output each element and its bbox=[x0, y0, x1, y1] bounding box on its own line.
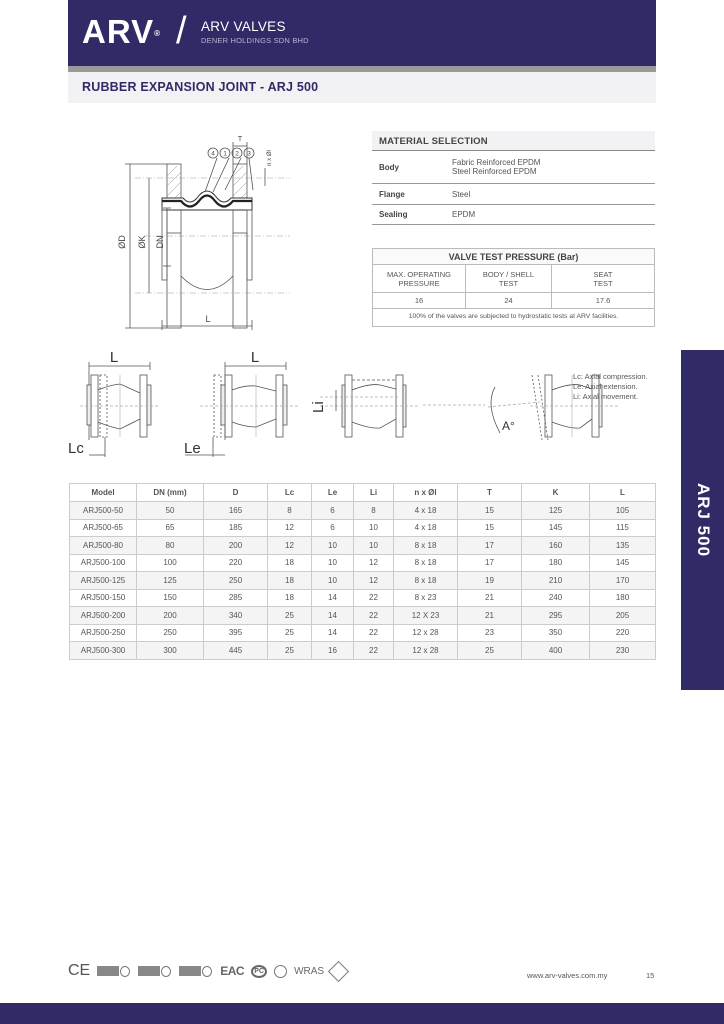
movement-diagrams bbox=[60, 345, 680, 460]
material-key: Body bbox=[379, 162, 399, 172]
ce-mark-icon: CE bbox=[68, 962, 91, 979]
table-cell: 125 bbox=[137, 572, 204, 590]
table-cell: 115 bbox=[590, 519, 656, 537]
col-d: D bbox=[204, 484, 268, 502]
col-le: Le bbox=[312, 484, 354, 502]
table-row bbox=[70, 572, 656, 590]
table-cell: 21 bbox=[458, 607, 522, 625]
table-cell: 445 bbox=[204, 642, 268, 660]
table-cell: 22 bbox=[354, 607, 394, 625]
iso-45001-icon bbox=[179, 965, 213, 977]
material-selection-table bbox=[372, 131, 655, 225]
table-cell: 10 bbox=[312, 537, 354, 555]
svg-text:ØK: ØK bbox=[137, 235, 147, 249]
table-cell: 240 bbox=[522, 589, 590, 607]
table-cell: ARJ500-80 bbox=[70, 537, 137, 555]
svg-text:L: L bbox=[109, 349, 119, 366]
table-cell: 8 x 18 bbox=[394, 554, 458, 572]
table-cell: 145 bbox=[590, 554, 656, 572]
col-k: K bbox=[522, 484, 590, 502]
table-cell: 25 bbox=[268, 624, 312, 642]
table-cell: 21 bbox=[458, 589, 522, 607]
brand-subtitle: DENER HOLDINGS SDN BHD bbox=[201, 36, 309, 45]
table-cell: 125 bbox=[522, 502, 590, 520]
material-value: Steel bbox=[452, 189, 471, 199]
table-cell: ARJ500-150 bbox=[70, 589, 137, 607]
table-cell: 18 bbox=[268, 572, 312, 590]
table-cell: 285 bbox=[204, 589, 268, 607]
iso-9001-icon bbox=[97, 965, 131, 977]
table-cell: 10 bbox=[312, 572, 354, 590]
value-max-operating: 16 bbox=[373, 293, 466, 308]
table-row bbox=[70, 589, 656, 607]
svg-text:L: L bbox=[250, 349, 260, 366]
col-t: T bbox=[458, 484, 522, 502]
header-seat: SEAT TEST bbox=[593, 269, 613, 288]
svg-text:Le: Le bbox=[184, 440, 201, 457]
svg-text:T: T bbox=[237, 136, 243, 143]
brand-name: ARV VALVES bbox=[201, 19, 286, 34]
eac-mark-icon: EAC bbox=[220, 964, 245, 978]
table-cell: 80 bbox=[137, 537, 204, 555]
test-pressure-note: 100% of the valves are subjected to hydrostatic tests at ARV facilities. bbox=[408, 313, 619, 320]
test-pressure-table bbox=[372, 248, 655, 327]
table-cell: 4 x 18 bbox=[394, 502, 458, 520]
table-cell: 350 bbox=[522, 624, 590, 642]
expansion-joint-drawing bbox=[105, 128, 310, 338]
table-cell: 400 bbox=[522, 642, 590, 660]
approval-seal-icon bbox=[274, 965, 287, 978]
table-header-row bbox=[70, 484, 656, 502]
table-cell: 8 bbox=[354, 502, 394, 520]
table-cell: 22 bbox=[354, 589, 394, 607]
table-cell: 23 bbox=[458, 624, 522, 642]
table-row bbox=[70, 624, 656, 642]
table-cell: 10 bbox=[354, 519, 394, 537]
table-cell: 230 bbox=[590, 642, 656, 660]
table-row bbox=[70, 607, 656, 625]
table-cell: 135 bbox=[590, 537, 656, 555]
table-cell: 17 bbox=[458, 537, 522, 555]
svg-text:DN: DN bbox=[155, 235, 165, 249]
table-cell: 6 bbox=[312, 519, 354, 537]
table-cell: ARJ500-125 bbox=[70, 572, 137, 590]
table-cell: ARJ500-300 bbox=[70, 642, 137, 660]
table-cell: 205 bbox=[590, 607, 656, 625]
movement-legend bbox=[573, 372, 648, 402]
legend-li: Li: Axial movement. bbox=[573, 392, 639, 401]
wras-mark-icon: WRAS bbox=[294, 965, 325, 977]
table-cell: 200 bbox=[204, 537, 268, 555]
material-row-body bbox=[372, 151, 655, 184]
table-cell: 12 X 23 bbox=[394, 607, 458, 625]
material-row-flange bbox=[372, 184, 655, 205]
table-cell: 8 x 18 bbox=[394, 537, 458, 555]
table-row bbox=[70, 642, 656, 660]
table-cell: 65 bbox=[137, 519, 204, 537]
iso-14001-icon bbox=[138, 965, 172, 977]
table-cell: ARJ500-250 bbox=[70, 624, 137, 642]
table-cell: 10 bbox=[312, 554, 354, 572]
table-cell: 22 bbox=[354, 642, 394, 660]
col-holes: n x Øl bbox=[394, 484, 458, 502]
table-cell: 170 bbox=[590, 572, 656, 590]
table-cell: 210 bbox=[522, 572, 590, 590]
svg-text:n x Øl: n x Øl bbox=[267, 150, 273, 166]
table-cell: 145 bbox=[522, 519, 590, 537]
table-cell: 165 bbox=[204, 502, 268, 520]
page-title: RUBBER EXPANSION JOINT - ARJ 500 bbox=[82, 80, 319, 94]
table-row bbox=[70, 554, 656, 572]
table-cell: 12 x 28 bbox=[394, 642, 458, 660]
table-cell: 16 bbox=[312, 642, 354, 660]
test-pressure-value-row bbox=[373, 293, 654, 309]
material-key: Flange bbox=[379, 189, 405, 199]
arv-logo: ARV® bbox=[82, 13, 161, 50]
material-row-sealing bbox=[372, 205, 655, 225]
table-cell: 12 bbox=[354, 572, 394, 590]
table-cell: 18 bbox=[268, 554, 312, 572]
material-value: Fabric Reinforced EPDM Steel Reinforced EPDM bbox=[452, 158, 541, 176]
table-cell: 14 bbox=[312, 607, 354, 625]
table-cell: 25 bbox=[458, 642, 522, 660]
table-cell: 8 bbox=[268, 502, 312, 520]
table-cell: 160 bbox=[522, 537, 590, 555]
table-cell: ARJ500-200 bbox=[70, 607, 137, 625]
extension-diagram bbox=[185, 362, 300, 457]
side-tab-label: ARJ 500 bbox=[693, 482, 713, 558]
footer-url: www.arv-valves.com.my bbox=[527, 971, 608, 980]
table-cell: 14 bbox=[312, 624, 354, 642]
footer-bar bbox=[0, 1003, 724, 1024]
table-cell: 19 bbox=[458, 572, 522, 590]
material-value: EPDM bbox=[452, 210, 476, 219]
table-cell: 4 x 18 bbox=[394, 519, 458, 537]
table-cell: ARJ500-100 bbox=[70, 554, 137, 572]
svg-text:2: 2 bbox=[235, 150, 239, 158]
compression-diagram bbox=[80, 362, 160, 457]
api-monogram-icon bbox=[328, 960, 349, 981]
table-cell: 6 bbox=[312, 502, 354, 520]
table-cell: 12 x 28 bbox=[394, 624, 458, 642]
table-cell: 12 bbox=[268, 537, 312, 555]
svg-text:ØD: ØD bbox=[117, 235, 127, 249]
table-cell: 50 bbox=[137, 502, 204, 520]
table-cell: 180 bbox=[522, 554, 590, 572]
table-cell: 340 bbox=[204, 607, 268, 625]
header-max-operating: MAX. OPERATING PRESSURE bbox=[373, 265, 466, 292]
value-body-shell: 24 bbox=[466, 293, 552, 308]
value-seat: 17.6 bbox=[595, 296, 611, 305]
table-cell: 200 bbox=[137, 607, 204, 625]
certification-logos bbox=[68, 960, 346, 982]
header-body-shell: BODY / SHELL TEST bbox=[466, 265, 552, 292]
table-cell: 250 bbox=[137, 624, 204, 642]
table-cell: 105 bbox=[590, 502, 656, 520]
table-cell: 8 x 23 bbox=[394, 589, 458, 607]
svg-text:1: 1 bbox=[223, 150, 227, 158]
table-row bbox=[70, 537, 656, 555]
table-cell: 12 bbox=[268, 519, 312, 537]
table-cell: 220 bbox=[590, 624, 656, 642]
table-cell: 300 bbox=[137, 642, 204, 660]
col-dn: DN (mm) bbox=[137, 484, 204, 502]
col-model: Model bbox=[70, 484, 137, 502]
svg-text:L: L bbox=[205, 314, 211, 324]
table-cell: 18 bbox=[268, 589, 312, 607]
material-key: Sealing bbox=[379, 210, 408, 219]
table-cell: 100 bbox=[137, 554, 204, 572]
table-cell: 17 bbox=[458, 554, 522, 572]
page-title-strip bbox=[68, 72, 656, 103]
logo-slash-icon: / bbox=[176, 10, 187, 52]
table-row bbox=[70, 519, 656, 537]
dimension-table bbox=[69, 483, 656, 660]
svg-text:4: 4 bbox=[211, 150, 215, 158]
table-cell: 15 bbox=[458, 502, 522, 520]
table-cell: 150 bbox=[137, 589, 204, 607]
table-cell: 10 bbox=[354, 537, 394, 555]
svg-text:Li: Li bbox=[310, 401, 327, 413]
test-pressure-title: VALVE TEST PRESSURE (Bar) bbox=[373, 249, 654, 265]
col-lc: Lc bbox=[268, 484, 312, 502]
table-cell: 25 bbox=[268, 607, 312, 625]
legend-le: Le: Axial extension. bbox=[573, 382, 638, 391]
table-cell: 185 bbox=[204, 519, 268, 537]
header-banner bbox=[68, 0, 656, 66]
table-row bbox=[70, 502, 656, 520]
side-tab bbox=[681, 350, 724, 690]
svg-text:3: 3 bbox=[247, 150, 251, 158]
table-cell: 395 bbox=[204, 624, 268, 642]
table-cell: ARJ500-50 bbox=[70, 502, 137, 520]
svg-text:Lc: Lc bbox=[68, 440, 84, 457]
legend-lc: Lc: Axial compression. bbox=[573, 372, 648, 381]
table-cell: 14 bbox=[312, 589, 354, 607]
col-l: L bbox=[590, 484, 656, 502]
svg-text:A°: A° bbox=[502, 419, 515, 433]
test-pressure-header-row bbox=[373, 265, 654, 293]
table-cell: 25 bbox=[268, 642, 312, 660]
table-cell: 15 bbox=[458, 519, 522, 537]
pct-mark-icon: PC bbox=[251, 965, 267, 978]
table-cell: 8 x 18 bbox=[394, 572, 458, 590]
page-number: 15 bbox=[646, 971, 655, 980]
table-cell: 220 bbox=[204, 554, 268, 572]
col-li: Li bbox=[354, 484, 394, 502]
table-cell: 250 bbox=[204, 572, 268, 590]
table-cell: 12 bbox=[354, 554, 394, 572]
table-cell: ARJ500-65 bbox=[70, 519, 137, 537]
table-cell: 180 bbox=[590, 589, 656, 607]
table-cell: 22 bbox=[354, 624, 394, 642]
material-selection-title: MATERIAL SELECTION bbox=[372, 131, 655, 151]
table-cell: 295 bbox=[522, 607, 590, 625]
